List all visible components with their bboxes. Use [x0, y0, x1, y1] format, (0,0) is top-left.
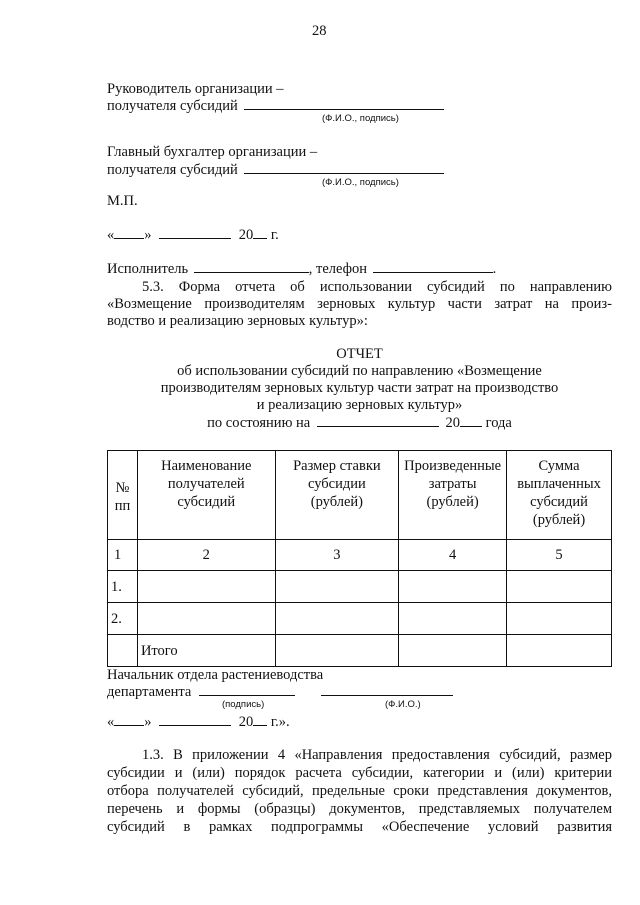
- report-asof-year-field[interactable]: [460, 414, 482, 427]
- table-header-row: [108, 451, 612, 540]
- department-name-field[interactable]: [321, 683, 453, 696]
- table-total-label: Итого: [137, 635, 275, 667]
- table-header-5-line1: Сумма: [538, 458, 580, 474]
- page-number: 28: [312, 23, 327, 39]
- table-cell: [108, 635, 138, 667]
- table-header-cell-5: [507, 451, 612, 540]
- report-asof-label: по состоянию на: [207, 415, 311, 431]
- accountant-title-line2-text: получателя субсидий: [107, 162, 238, 178]
- accountant-signature-caption: (Ф.И.О., подпись): [322, 177, 399, 188]
- table-header-5-line3: субсидий: [530, 494, 588, 510]
- executor-label: Исполнитель: [107, 261, 189, 277]
- table-header-1-line2: пп: [114, 498, 131, 514]
- table-column-number-2: 2: [137, 540, 275, 571]
- department-date-year-field[interactable]: [253, 713, 267, 726]
- department-date-open: «: [107, 714, 115, 730]
- table-header-cell-1: [108, 451, 138, 540]
- executor-name-field[interactable]: [194, 260, 309, 273]
- section-1-3-line3: отбора получателей субсидий, предельные сроки представления документов,: [107, 783, 612, 799]
- report-title-line2: производителям зерновых культур части затрат на производство: [160, 380, 559, 396]
- head-title-line1: Руководитель организации –: [107, 81, 284, 97]
- report-asof-suffix: года: [485, 415, 512, 431]
- section-5-3-line1: 5.3. Форма отчета об использовании субсидий по направлению: [142, 279, 612, 295]
- department-date-line: [107, 713, 290, 731]
- department-date-day-field[interactable]: [114, 713, 144, 726]
- table-row: [108, 571, 612, 603]
- table-column-number-1: 1: [108, 540, 138, 571]
- table-row-number: 2.: [108, 603, 138, 635]
- date-year: 20: [238, 227, 254, 243]
- accountant-title-line1: Главный бухгалтер организации –: [107, 144, 318, 160]
- report-asof-line: [107, 414, 612, 432]
- table-header-3-line2: субсидии: [307, 476, 366, 492]
- date-day-field[interactable]: [114, 226, 144, 239]
- table-cell[interactable]: [275, 571, 399, 603]
- table-cell[interactable]: [399, 603, 507, 635]
- table-header-5-line2: выплаченных: [517, 476, 601, 492]
- department-date-close: »: [144, 714, 152, 730]
- department-date-year: 20: [238, 714, 254, 730]
- table-header-3-line1: Размер ставки: [293, 458, 381, 474]
- executor-line: [107, 260, 496, 278]
- section-5-3-line3: водство и реализацию зерновых культур»:: [107, 313, 368, 329]
- department-sign-caption: (подпись): [222, 699, 265, 710]
- table-cell[interactable]: [137, 603, 275, 635]
- section-1-3-line2: субсидии и (или) порядок расчета субсидии, категории и (или) критерии: [107, 765, 612, 781]
- table-column-number-5: 5: [507, 540, 612, 571]
- head-signature-field[interactable]: [244, 97, 444, 110]
- table-column-number-3: 3: [275, 540, 399, 571]
- table-total-row: [108, 635, 612, 667]
- date-year-field[interactable]: [253, 226, 267, 239]
- section-1-3-line4: перечень и формы (образцы) документов, представляемых получателем: [107, 801, 612, 817]
- table-cell[interactable]: [275, 635, 399, 667]
- date-open-quote: «: [107, 227, 115, 243]
- report-asof-year: 20: [445, 415, 460, 431]
- table-header-2-line3: субсидий: [177, 494, 236, 510]
- report-asof-date-field[interactable]: [317, 414, 439, 427]
- table-header-cell-3: [275, 451, 399, 540]
- table-cell[interactable]: [137, 571, 275, 603]
- date-line: [107, 226, 279, 244]
- date-month-field[interactable]: [159, 226, 231, 239]
- table-column-number-4: 4: [399, 540, 507, 571]
- stamp-label: М.П.: [107, 193, 138, 209]
- report-table: [107, 450, 612, 667]
- table-header-4-line3: (рублей): [426, 494, 479, 510]
- table-cell[interactable]: [507, 635, 612, 667]
- executor-phone-field[interactable]: [373, 260, 493, 273]
- department-date-month-field[interactable]: [159, 713, 231, 726]
- table-cell[interactable]: [399, 571, 507, 603]
- table-header-cell-2: [137, 451, 275, 540]
- table-row: [108, 603, 612, 635]
- department-name-caption: (Ф.И.О.): [385, 699, 421, 710]
- table-header-cell-4: [399, 451, 507, 540]
- section-1-3-line5: субсидий в рамках подпрограммы «Обеспечение условий развития: [107, 819, 612, 835]
- table-cell[interactable]: [507, 603, 612, 635]
- table-header-4-line2: затраты: [428, 476, 477, 492]
- executor-end: .: [492, 261, 497, 277]
- report-title-line3: и реализацию зерновых культур»: [256, 397, 463, 413]
- department-title-line1: Начальник отдела растениеводства: [107, 667, 324, 683]
- table-header-1-line1: №: [115, 480, 130, 496]
- table-header-2-line1: Наименование: [161, 458, 252, 474]
- table-row-number: 1.: [108, 571, 138, 603]
- head-signature-caption: (Ф.И.О., подпись): [322, 113, 399, 124]
- section-1-3-line1: 1.3. В приложении 4 «Направления предоставления субсидий, размер: [142, 747, 612, 763]
- accountant-signature-field[interactable]: [244, 161, 444, 174]
- date-suffix: г.: [270, 227, 279, 243]
- table-header-3-line3: (рублей): [310, 494, 363, 510]
- table-column-numbers-row: [108, 540, 612, 571]
- report-title-line1: об использовании субсидий по направлению «Возмещение: [177, 363, 542, 379]
- executor-phone-label: , телефон: [308, 261, 368, 277]
- report-title: ОТЧЕТ: [336, 346, 383, 362]
- department-title-line2-text: департамента: [107, 684, 192, 700]
- department-sign-field[interactable]: [199, 683, 295, 696]
- department-date-suffix: г.».: [270, 714, 290, 730]
- table-header-5-line4: (рублей): [532, 512, 586, 528]
- head-title-line2-text: получателя субсидий: [107, 98, 238, 114]
- section-5-3-line2: «Возмещение производителям зерновых культур части затрат на произ-: [107, 296, 612, 312]
- table-cell[interactable]: [399, 635, 507, 667]
- table-cell[interactable]: [507, 571, 612, 603]
- date-close-quote: »: [144, 227, 152, 243]
- table-header-2-line2: получателей: [167, 476, 245, 492]
- table-header-4-line1: Произведенные: [404, 458, 502, 474]
- table-cell[interactable]: [275, 603, 399, 635]
